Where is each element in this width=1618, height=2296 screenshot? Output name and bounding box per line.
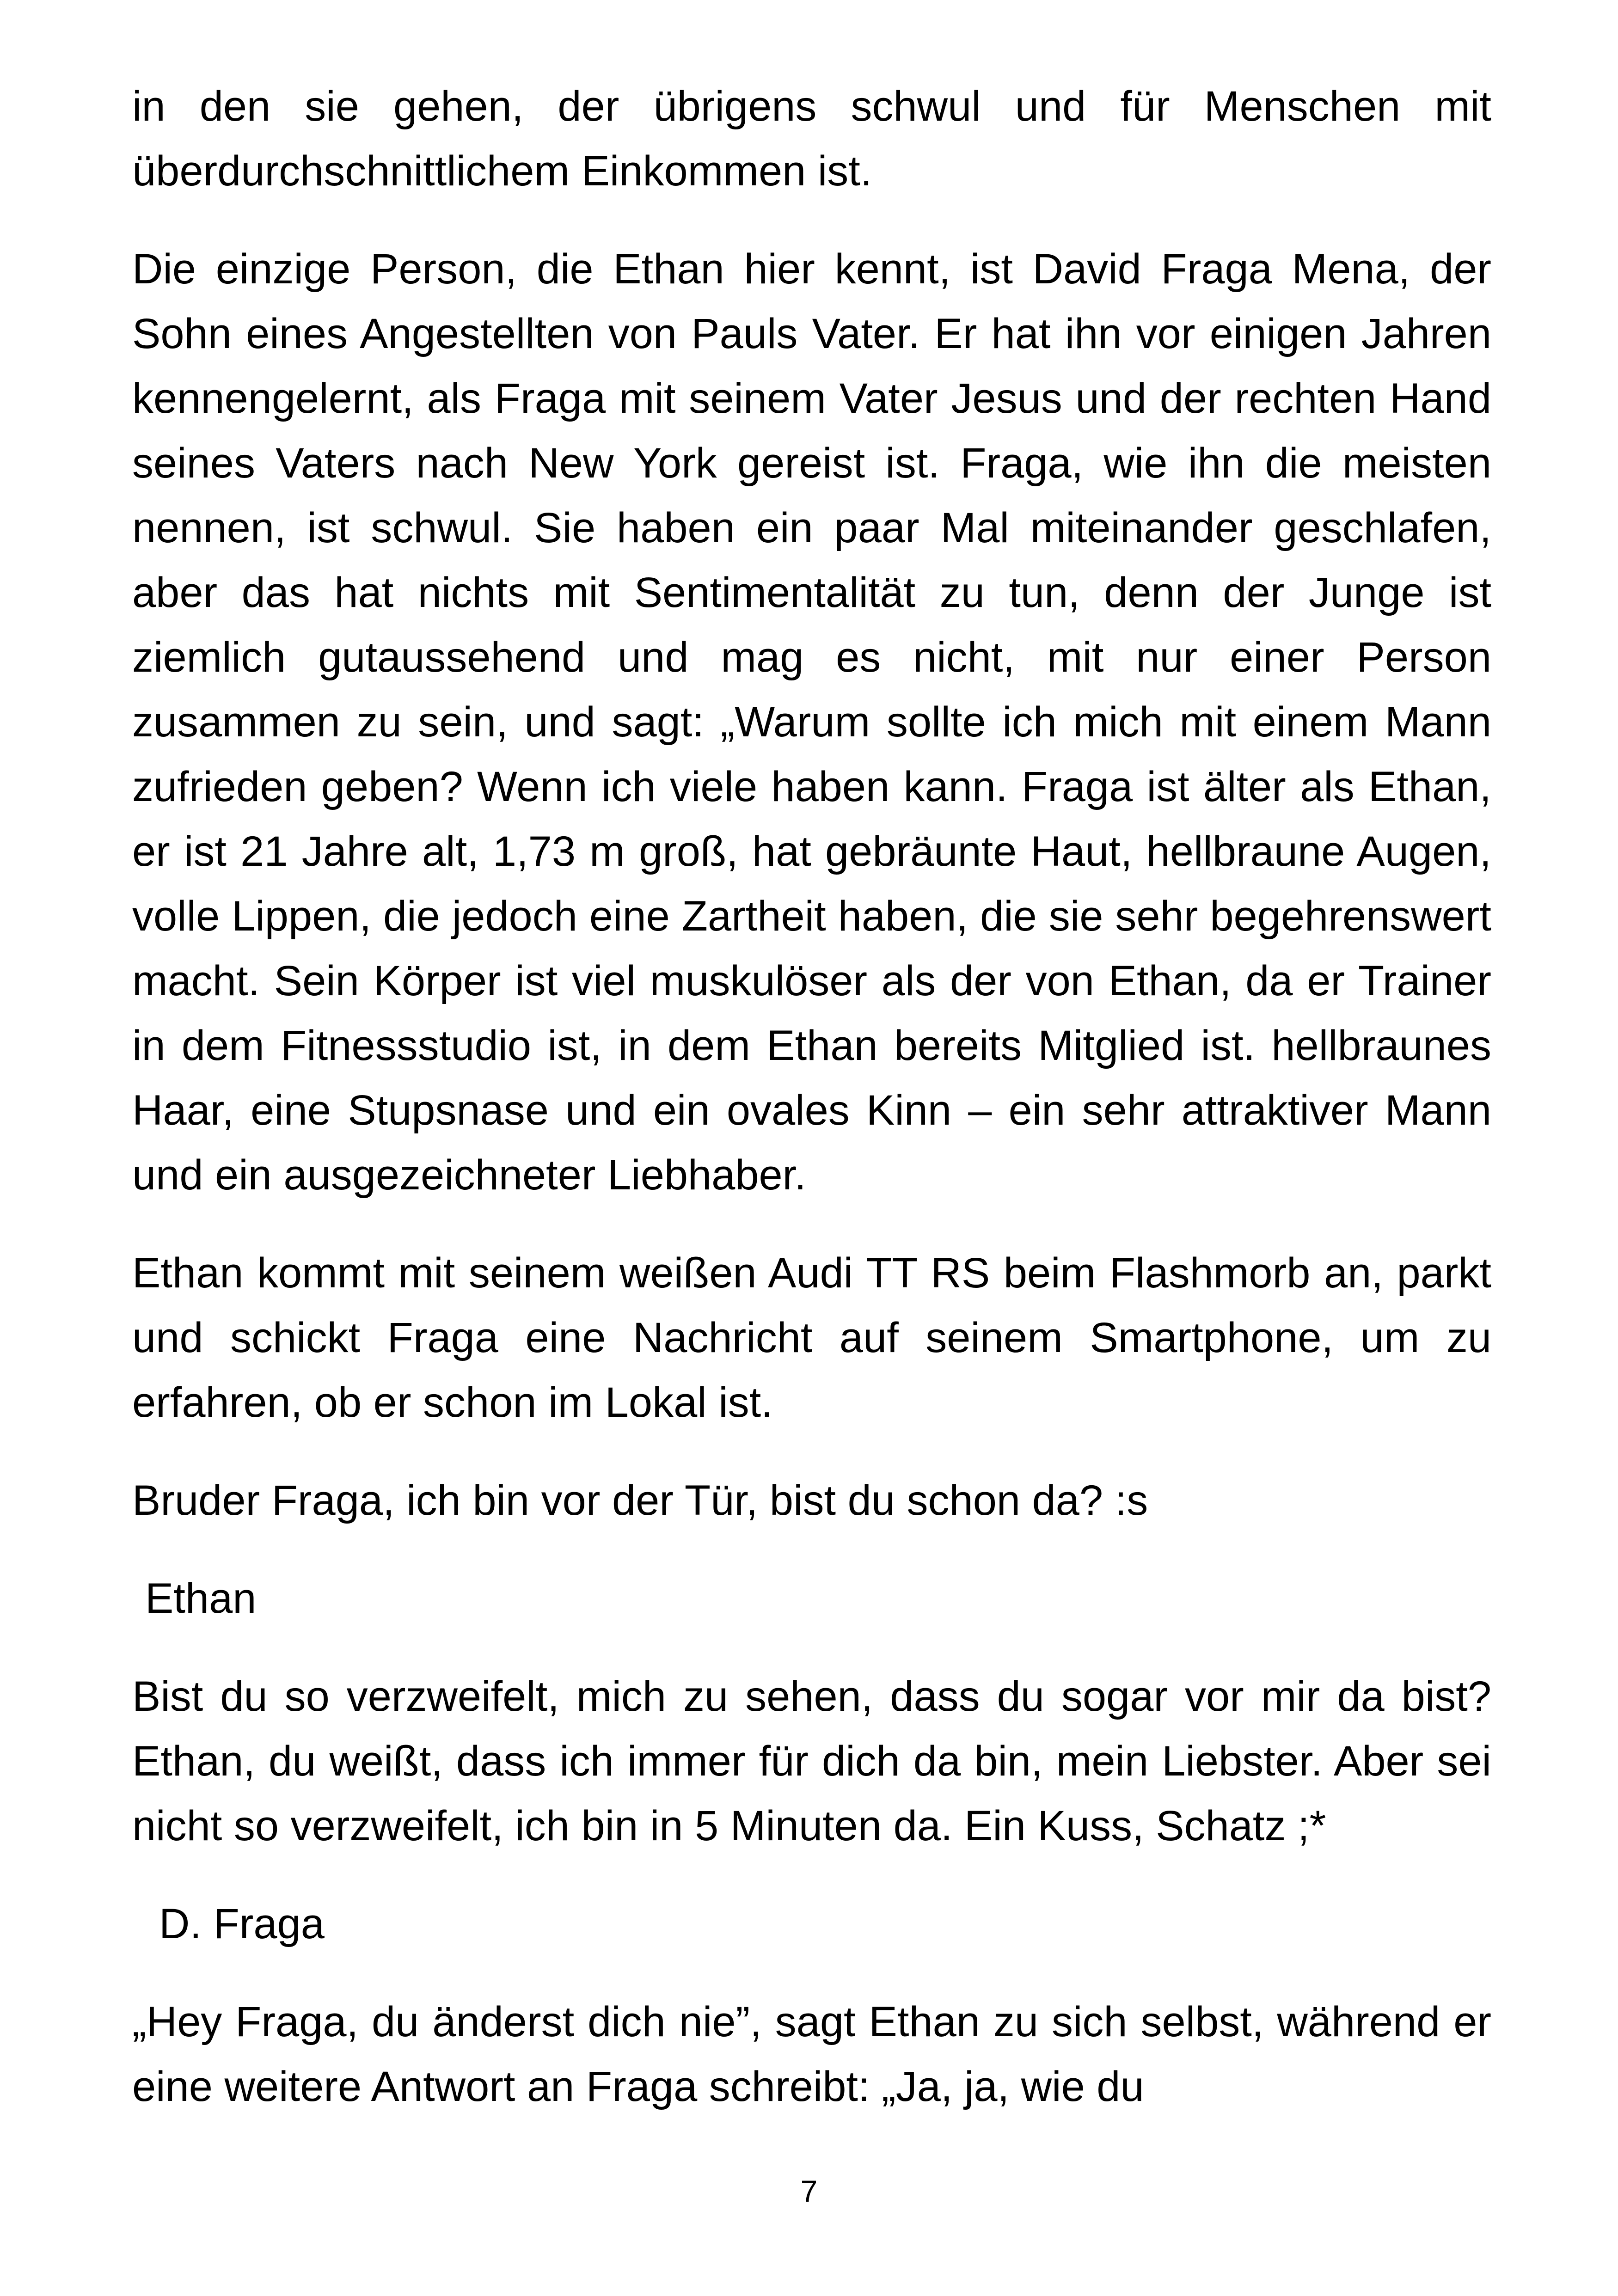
message-ethan: Bruder Fraga, ich bin vor der Tür, bist du schon da? :s bbox=[132, 1477, 1148, 1524]
message-signature-ethan: Ethan bbox=[145, 1575, 257, 1622]
paragraph-intro: in den sie gehen, der übrigens schwul und für Menschen mit überdurchschnittlichem Einkommen ist. bbox=[132, 83, 1491, 195]
paragraph-arrival: Ethan kommt mit seinem weißen Audi TT RS beim Flashmorb an, parkt und schickt Fraga eine Nachricht auf seinem Smartphone, um zu erfahren, ob er schon im Lokal ist. bbox=[132, 1249, 1491, 1426]
message-fraga: Bist du so verzweifelt, mich zu sehen, dass du sogar vor mir da bist? Ethan, du weißt, dass ich immer für dich da bin, mein Liebster. Aber sei nicht so verzweifelt, ich bin in 5 Minuten da. Ein Kuss, Schatz ;* bbox=[132, 1673, 1491, 1849]
paragraph-fraga-description: Die einzige Person, die Ethan hier kennt, ist David Fraga Mena, der Sohn eines Angestellten von Pauls Vater. Er hat ihn vor einigen Jahren kennengelernt, als Fraga mit seinem Vater Jesus und der rechten Hand seines Vaters nach New York gereist ist. Fraga, wie ihn die meisten nennen, ist schwul. Sie haben ein paar Mal miteinander geschlafen, aber das hat nichts mit Sentimentalität zu tun, denn der Junge ist ziemlich gutaussehend und mag es nicht, mit nur einer Person zusammen zu sein, und sagt: „Warum sollte ich mich mit einem Mann zufrieden geben? Wenn ich viele haben kann. Fraga ist älter als Ethan, er ist 21 Jahre alt, 1,73 m groß, hat gebräunte Haut, hellbraune Augen, volle Lippen, die jedoch eine Zartheit haben, die sie sehr begehrenswert macht. Sein Körper ist viel muskulöser als der von Ethan, da er Trainer in dem Fitnessstudio ist, in dem Ethan bereits Mitglied ist. hellbraunes Haar, eine Stupsnase und ein ovales Kinn – ein sehr attraktiver Mann und ein ausgezeichneter Liebhaber. bbox=[132, 245, 1491, 1199]
paragraph-reply: „Hey Fraga, du änderst dich nie”, sagt Ethan zu sich selbst, während er eine weitere Antwort an Fraga schreibt: „Ja, ja, wie du bbox=[132, 1998, 1491, 2110]
message-signature-fraga: D. Fraga bbox=[159, 1900, 325, 1947]
page-body bbox=[132, 74, 1491, 2152]
page-number: 7 bbox=[800, 2174, 818, 2208]
